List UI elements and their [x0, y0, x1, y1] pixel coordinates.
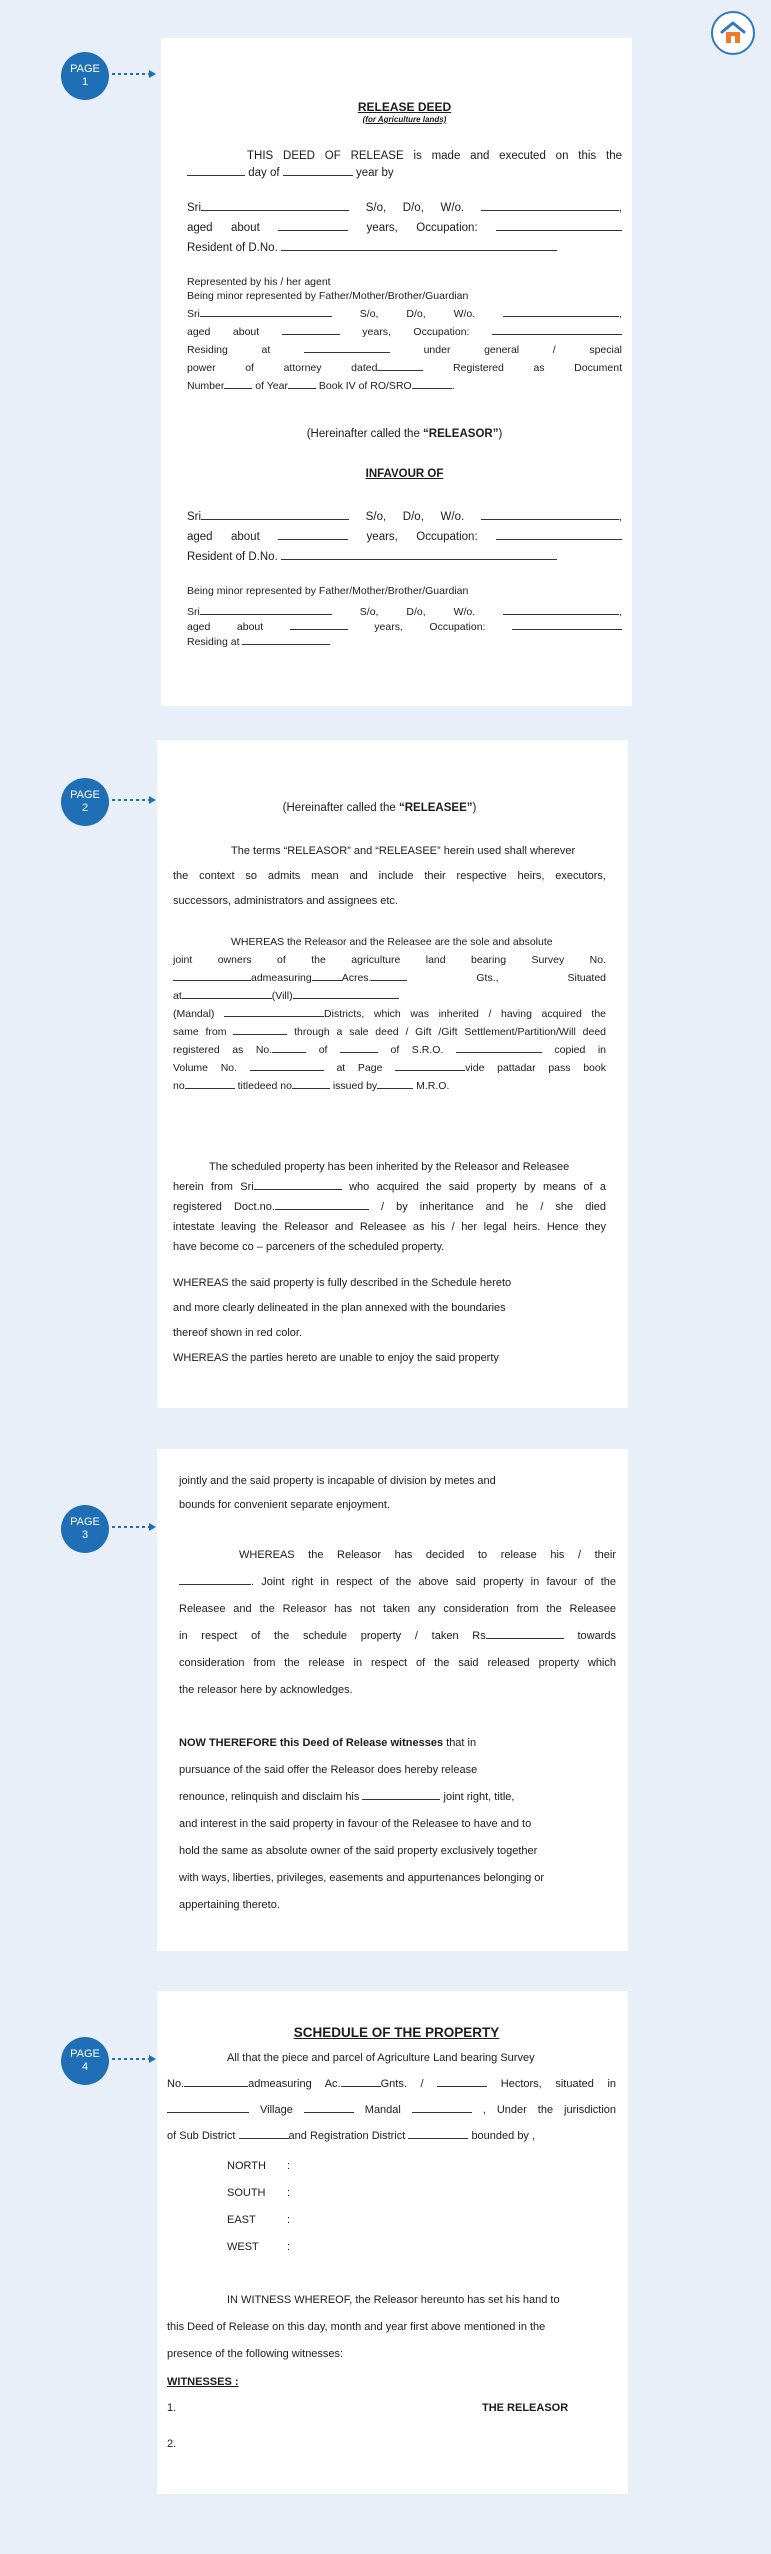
inherited-line-5: have become co – parceners of the scheduled property.: [173, 1241, 445, 1253]
owners-line: joint owners of the agriculture land bearing Survey No.: [173, 954, 606, 966]
terms-line-2: the context so admits mean and include their respective heirs, executors,: [173, 870, 606, 882]
whereas-desc-line: WHEREAS the said property is fully described in the Schedule hereto: [173, 1277, 512, 1289]
blank-field[interactable]: [185, 1079, 235, 1089]
releasor-line-3: [187, 241, 622, 254]
same-from-label: same from: [173, 1026, 227, 1038]
now-therefore-line: [179, 1730, 616, 1757]
minor-residing-line: [187, 635, 622, 648]
blank-field[interactable]: [200, 605, 332, 615]
admeasuring-line: [173, 969, 606, 987]
schedule-text: Hectors, situated in: [500, 2078, 617, 2090]
decided-line-6: the releasor here by acknowledges.: [179, 1684, 353, 1696]
witness-line-1: IN WITNESS WHEREOF, the Releasor hereunto has set his hand to: [227, 2294, 560, 2306]
sri-label: Sri: [187, 202, 202, 214]
occupation-label: Occupation:: [416, 222, 478, 234]
releasor-line-1: Sri S/o, D/o, W/o. ,: [187, 202, 622, 214]
residing-label: Residing: [187, 344, 228, 356]
under-general-label: under general / special: [423, 344, 623, 356]
decided-paragraph: [179, 1542, 616, 1704]
number-label: Number: [187, 380, 225, 392]
blank-field[interactable]: [278, 221, 348, 231]
inherited-text: / by inheritance and he / she died: [381, 1201, 607, 1213]
blank-field[interactable]: [278, 530, 348, 540]
renounce-text: renounce, relinquish and disclaim his: [179, 1791, 360, 1803]
inherited-line-3: [173, 1197, 606, 1217]
blank-field[interactable]: [290, 620, 348, 630]
agent-line: Represented by his / her agent: [187, 276, 331, 288]
blank-field[interactable]: [481, 201, 619, 211]
of-label: of: [318, 1044, 328, 1056]
copied-in-label: copied in: [554, 1044, 607, 1056]
intro-line-1: [187, 150, 622, 162]
pursuance-line: pursuance of the said offer the Releasor does hereby release: [179, 1764, 478, 1776]
page-2-badge: [61, 778, 109, 826]
intro-day: day of: [248, 167, 280, 179]
situated-label: Situated: [567, 972, 607, 984]
page-3-badge: [61, 1505, 109, 1553]
blank-field[interactable]: [187, 166, 245, 176]
witness-2-number: 2.: [167, 2438, 177, 2450]
page-1-arrow-icon: [112, 68, 158, 80]
boundary-colon: :: [287, 2187, 291, 2199]
power-label: power of attorney dated: [187, 362, 378, 374]
vill-label: (Vill): [271, 990, 293, 1002]
page-2-arrow-icon: [112, 794, 158, 806]
interest-line: and interest in the said property in favour of the Releasee to have and to: [179, 1818, 532, 1830]
badge-label: PAGE: [70, 1516, 100, 1528]
registered-line: [173, 1041, 606, 1059]
mandal-line: [173, 1005, 606, 1023]
badge-label: PAGE: [70, 789, 100, 801]
blank-field[interactable]: [377, 361, 423, 371]
badge-number: 4: [81, 2061, 89, 2073]
inherited-line-4: intestate leaving the Releasor and Releasee as his / her legal heirs. Hence they: [173, 1221, 606, 1233]
schedule-text: admeasuring Ac.: [248, 2078, 341, 2090]
blank-field[interactable]: [312, 971, 342, 981]
inherited-text: herein from Sri: [173, 1181, 254, 1193]
boundary-south: [227, 2180, 616, 2207]
relation-label: S/o, D/o, W/o.: [365, 511, 465, 523]
releasee-term: “RELEASEE”: [399, 802, 473, 814]
about-label: about: [230, 531, 260, 543]
sri-label: Sri: [187, 606, 200, 618]
whereas-desc-line: WHEREAS the parties hereto are unable to enjoy the said property: [173, 1352, 499, 1364]
decided-line-3: Releasee and the Releasor has not taken any consideration from the Releasee: [179, 1603, 616, 1615]
years-label: years,: [366, 222, 398, 234]
schedule-text: Mandal: [364, 2104, 401, 2116]
document-title: RELEASE DEED: [357, 100, 452, 114]
sri-label: Sri: [187, 308, 200, 320]
now-therefore-paragraph: [179, 1730, 616, 1919]
blank-field[interactable]: [503, 307, 619, 317]
vide-label: vide pattadar pass book: [465, 1062, 606, 1074]
boundaries-list: [167, 2153, 616, 2261]
blank-field[interactable]: [224, 1007, 324, 1017]
badge-number: 2: [81, 802, 89, 814]
minor-sri-line: Sri S/o, D/o, W/o. ,: [187, 606, 623, 618]
schedule-title: SCHEDULE OF THE PROPERTY: [293, 2025, 500, 2040]
interest-line: with ways, liberties, privileges, easements and appurtenances belonging or: [179, 1872, 545, 1884]
terms-line-1: The terms “RELEASOR” and “RELEASEE” herein used shall wherever: [231, 845, 576, 857]
blank-field[interactable]: [371, 971, 407, 981]
blank-field[interactable]: [304, 2103, 354, 2113]
document-subtitle: (for Agriculture lands): [362, 115, 447, 124]
whereas-owners-paragraph: [173, 933, 606, 1095]
blank-field[interactable]: [242, 635, 330, 645]
aged-label: aged: [187, 326, 211, 338]
schedule-text: of Sub District: [167, 2130, 236, 2142]
residing-at-label: Residing at: [187, 636, 240, 648]
schedule-text: Gnts. /: [380, 2078, 424, 2090]
decided-line-4: [179, 1623, 616, 1650]
jointly-line-1: jointly and the said property is incapable of division by metes and: [179, 1475, 496, 1487]
sri-label: Sri: [187, 511, 202, 523]
relation-label: S/o, D/o, W/o.: [365, 202, 465, 214]
releasee-designation: [153, 802, 606, 814]
badge-number: 1: [81, 76, 89, 88]
blank-field[interactable]: [293, 989, 399, 999]
boundary-north: [227, 2153, 616, 2180]
blank-field[interactable]: [254, 1180, 342, 1190]
sale-deed-text: through a sale deed / Gift /Gift Settlement/Partition/Will deed: [294, 1026, 606, 1038]
years-label: years,: [366, 531, 398, 543]
blank-field[interactable]: [456, 1043, 542, 1053]
schedule-paragraph: [167, 2045, 616, 2149]
page-3-arrow-icon: [112, 1521, 158, 1533]
registered-label: registered as No.: [173, 1044, 273, 1056]
intro-line-2: [187, 166, 622, 179]
page-1-badge: [61, 52, 109, 100]
blank-field[interactable]: [167, 2103, 249, 2113]
witness-line-2: this Deed of Release on this day, month and year first above mentioned in the: [167, 2321, 546, 2333]
releasor-term: “RELEASOR”: [423, 428, 499, 440]
schedule-text: and Registration District: [288, 2130, 406, 2142]
boundary-colon: :: [287, 2241, 291, 2253]
titledeed-line: [173, 1077, 606, 1095]
at-page-label: at Page: [336, 1062, 383, 1074]
intro-year: year by: [355, 167, 394, 179]
schedule-line-2: [167, 2071, 616, 2097]
blank-field[interactable]: [486, 1629, 564, 1639]
about-label: about: [232, 326, 260, 338]
whereas-line: WHEREAS the Releasor and the Releasee are the sole and absolute: [231, 936, 553, 948]
blank-field[interactable]: [340, 1043, 378, 1053]
blank-field[interactable]: [182, 989, 272, 999]
blank-field[interactable]: [173, 971, 251, 981]
badge-label: PAGE: [70, 2048, 100, 2060]
resident-label: Resident of D.No.: [187, 551, 278, 563]
blank-field[interactable]: [395, 1061, 465, 1071]
witness-line-3: presence of the following witnesses:: [167, 2348, 344, 2360]
blank-field[interactable]: [272, 1043, 306, 1053]
releasor-signature-label: THE RELEASOR: [482, 2402, 569, 2414]
page-4-arrow-icon: [112, 2053, 158, 2065]
registered-label: Registered as Document: [453, 362, 622, 374]
minor-line-2: Being minor represented by Father/Mother/Brother/Guardian: [187, 585, 469, 597]
blank-field[interactable]: [201, 201, 349, 211]
renounce-line: [179, 1784, 616, 1811]
occupation-label: Occupation:: [416, 531, 478, 543]
boundary-label: WEST: [227, 2241, 259, 2253]
years-label: years,: [362, 326, 391, 338]
blank-field[interactable]: [275, 1200, 369, 1210]
admeasuring-label: admeasuring: [251, 972, 312, 984]
decided-text: towards: [577, 1630, 616, 1642]
years-label: years,: [374, 621, 403, 633]
badge-label: PAGE: [70, 63, 100, 75]
blank-field[interactable]: [304, 343, 390, 353]
schedule-text: bounded by ,: [471, 2130, 536, 2142]
terms-line-3: successors, administrators and assignees etc.: [173, 895, 398, 907]
mro-label: M.R.O.: [416, 1080, 450, 1092]
blank-field[interactable]: [224, 379, 252, 389]
blank-field[interactable]: [282, 325, 340, 335]
at-label: at: [261, 344, 271, 356]
hereinafter-text: (Hereinafter called the: [306, 428, 424, 440]
close-paren: ): [498, 428, 503, 440]
witness-paragraph: [167, 2287, 616, 2368]
book-label: Book IV of RO/SRO: [318, 380, 412, 392]
interest-line: appertaining thereto.: [179, 1899, 280, 1911]
mandal-label: (Mandal): [173, 1008, 215, 1020]
agent-sri-line: Sri S/o, D/o, W/o. ,: [187, 308, 623, 320]
blank-field[interactable]: [292, 1079, 330, 1089]
blank-field[interactable]: [201, 510, 349, 520]
volume-label: Volume No.: [173, 1062, 238, 1074]
decided-text: . Joint right in respect of the above said property in favour of the: [251, 1576, 616, 1588]
village-line: [173, 987, 606, 1005]
acres-label: Acres.: [341, 972, 372, 984]
now-therefore-heading: NOW THEREFORE this Deed of Release witnesses: [179, 1737, 444, 1749]
intro-text: THIS DEED OF RELEASE is made and executed on this the: [247, 150, 622, 162]
decided-line-1: WHEREAS the Releasor has decided to release his / their: [239, 1549, 616, 1561]
at-label: at: [173, 990, 182, 1002]
occupation-label: Occupation:: [429, 621, 486, 633]
jointly-line-2: bounds for convenient separate enjoyment.: [179, 1499, 390, 1511]
boundary-colon: :: [287, 2214, 291, 2226]
inherited-line-1: The scheduled property has been inherited by the Releasor and Releasee: [209, 1161, 570, 1173]
titledeed-label: titledeed no: [237, 1080, 292, 1092]
blank-field[interactable]: [412, 2103, 472, 2113]
relation-label: S/o, D/o, W/o.: [359, 308, 476, 320]
schedule-text: No.: [167, 2078, 185, 2090]
schedule-line-1: All that the piece and parcel of Agriculture Land bearing Survey: [227, 2052, 535, 2064]
blank-field[interactable]: [281, 241, 557, 251]
inherited-line-2: [173, 1177, 606, 1197]
issued-by-label: issued by: [332, 1080, 378, 1092]
aged-label: aged: [187, 621, 211, 633]
whereas-desc-line: and more clearly delineated in the plan annexed with the boundaries: [173, 1302, 506, 1314]
boundary-colon: :: [287, 2160, 291, 2172]
schedule-text: , Under the jurisdiction: [482, 2104, 617, 2116]
whereas-description: [173, 1271, 606, 1371]
blank-field[interactable]: [377, 1079, 413, 1089]
volume-line: [173, 1059, 606, 1077]
boundary-label: EAST: [227, 2214, 256, 2226]
same-from-line: [173, 1023, 606, 1041]
blank-field[interactable]: [496, 221, 622, 231]
aged-label: aged: [187, 531, 213, 543]
blank-field[interactable]: [200, 307, 332, 317]
relation-label: S/o, D/o, W/o.: [359, 606, 476, 618]
gts-label: Gts.,: [476, 972, 499, 984]
blank-field[interactable]: [250, 1061, 324, 1071]
decided-line-2: [179, 1569, 616, 1596]
blank-field[interactable]: [512, 620, 622, 630]
boundary-east: [227, 2207, 616, 2234]
occupation-label: Occupation:: [413, 326, 470, 338]
of-year-label: of Year: [255, 380, 288, 392]
blank-field[interactable]: [283, 166, 353, 176]
document-page-2: [157, 740, 628, 1408]
about-label: about: [236, 621, 264, 633]
minor-aged-line: [187, 620, 622, 633]
blank-field[interactable]: [179, 1575, 251, 1585]
document-page-3: [157, 1449, 628, 1951]
now-therefore-text: that in: [443, 1737, 477, 1749]
boundary-label: SOUTH: [227, 2187, 266, 2199]
agent-residing-line: [187, 343, 622, 356]
inherited-paragraph: [173, 1157, 606, 1257]
inherited-text: registered Doct.no.: [173, 1201, 275, 1213]
schedule-line-4: [167, 2123, 616, 2149]
badge-number: 3: [81, 1529, 89, 1541]
close-paren: ): [472, 802, 477, 814]
whereas-desc-line: thereof shown in red color.: [173, 1327, 303, 1339]
blank-field[interactable]: [239, 2129, 289, 2139]
aged-label: aged: [187, 222, 213, 234]
decided-line-5: consideration from the release in respect of the said released property which: [179, 1657, 616, 1669]
witnesses-heading: WITNESSES :: [167, 2376, 239, 2388]
about-label: about: [230, 222, 260, 234]
document-page-1: [161, 38, 632, 706]
blank-field[interactable]: [412, 379, 452, 389]
releasor-line-2: [187, 221, 622, 234]
blank-field[interactable]: [503, 605, 619, 615]
blank-field[interactable]: [492, 325, 622, 335]
inherited-text: who acquired the said property by means of a: [349, 1181, 607, 1193]
renounce-text: joint right, title,: [443, 1791, 515, 1803]
blank-field[interactable]: [496, 530, 622, 540]
releasee-line-2: [187, 530, 622, 543]
districts-text: Districts, which was inherited / having acquired the: [324, 1008, 606, 1020]
brand-logo[interactable]: [711, 11, 755, 55]
blank-field[interactable]: [281, 550, 557, 560]
blank-field[interactable]: [408, 2129, 468, 2139]
releasee-line-3: [187, 550, 622, 563]
signature-row: [167, 2402, 616, 2414]
infavour-heading: INFAVOUR OF: [365, 468, 444, 480]
boundary-west: [227, 2234, 616, 2261]
house-icon: [719, 19, 747, 47]
blank-field[interactable]: [233, 1025, 287, 1035]
minor-line: Being minor represented by Father/Mother/Brother/Guardian: [187, 290, 469, 302]
blank-field[interactable]: [288, 379, 316, 389]
blank-field[interactable]: [341, 2077, 381, 2087]
agent-number-line: Number of Year Book IV of RO/SRO .: [187, 380, 455, 392]
agent-power-line: [187, 361, 622, 374]
witness-1-number: 1.: [167, 2402, 177, 2414]
blank-field[interactable]: [184, 2077, 248, 2087]
no-label: no: [173, 1080, 185, 1092]
agent-aged-line: [187, 325, 622, 338]
blank-field[interactable]: [362, 1790, 440, 1800]
schedule-line-3: [167, 2097, 616, 2123]
resident-label: Resident of D.No.: [187, 242, 278, 254]
releasee-line-1: Sri S/o, D/o, W/o. ,: [187, 511, 622, 523]
hereinafter-text: (Hereinafter called the: [282, 802, 399, 814]
interest-line: hold the same as absolute owner of the said property exclusively together: [179, 1845, 538, 1857]
blank-field[interactable]: [481, 510, 619, 520]
document-page-4: [157, 1991, 628, 2494]
sro-label: of S.R.O.: [390, 1044, 444, 1056]
blank-field[interactable]: [437, 2077, 487, 2087]
schedule-text: Village: [259, 2104, 293, 2116]
decided-text: in respect of the schedule property / taken Rs: [179, 1630, 486, 1642]
releasor-designation: [187, 428, 622, 440]
page-4-badge: [61, 2037, 109, 2085]
boundary-label: NORTH: [227, 2160, 266, 2172]
